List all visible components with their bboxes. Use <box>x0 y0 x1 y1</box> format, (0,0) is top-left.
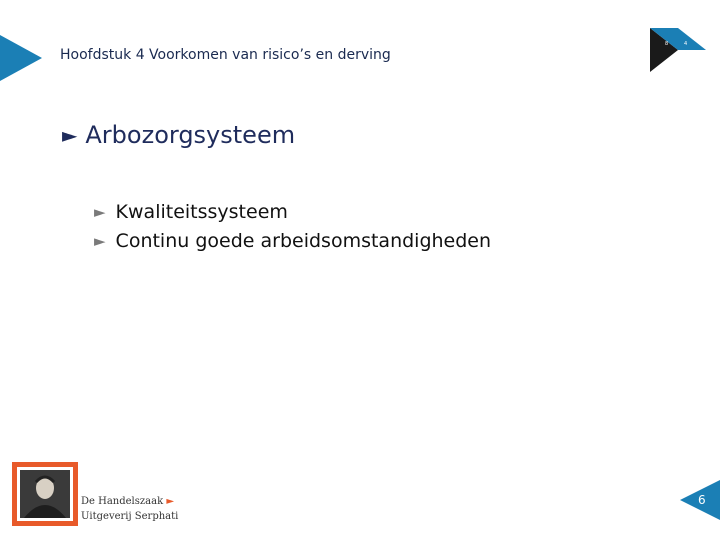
page-number: 6 <box>698 493 706 507</box>
heading-text: Arbozorgsysteem <box>85 121 296 149</box>
publisher-line2: Uitgeverij Serphati <box>81 511 179 522</box>
logo-label-left: 8 <box>665 41 669 47</box>
bullet-arrow-icon: ► <box>94 203 106 221</box>
bullet-list <box>94 198 491 256</box>
list-item <box>94 198 491 227</box>
bullet-text: Continu goede arbeidsomstandigheden <box>115 230 492 252</box>
slide-heading <box>62 121 295 149</box>
bullet-text: Kwaliteitssysteem <box>115 201 288 223</box>
publisher-line1: De Handelszaak <box>81 496 164 507</box>
logo-label-right: 4 <box>684 41 688 47</box>
decorative-triangle-icon <box>0 35 42 81</box>
list-item <box>94 227 491 256</box>
publisher-name <box>81 494 178 524</box>
heading-arrow-icon: ► <box>62 123 78 147</box>
bullet-arrow-icon: ► <box>94 232 106 250</box>
chapter-logo-icon <box>648 26 708 74</box>
chapter-title: Hoofdstuk 4 Voorkomen van risico’s en derving <box>60 47 391 63</box>
publisher-portrait-icon <box>12 462 78 526</box>
publisher-arrow-icon: ► <box>166 496 175 507</box>
